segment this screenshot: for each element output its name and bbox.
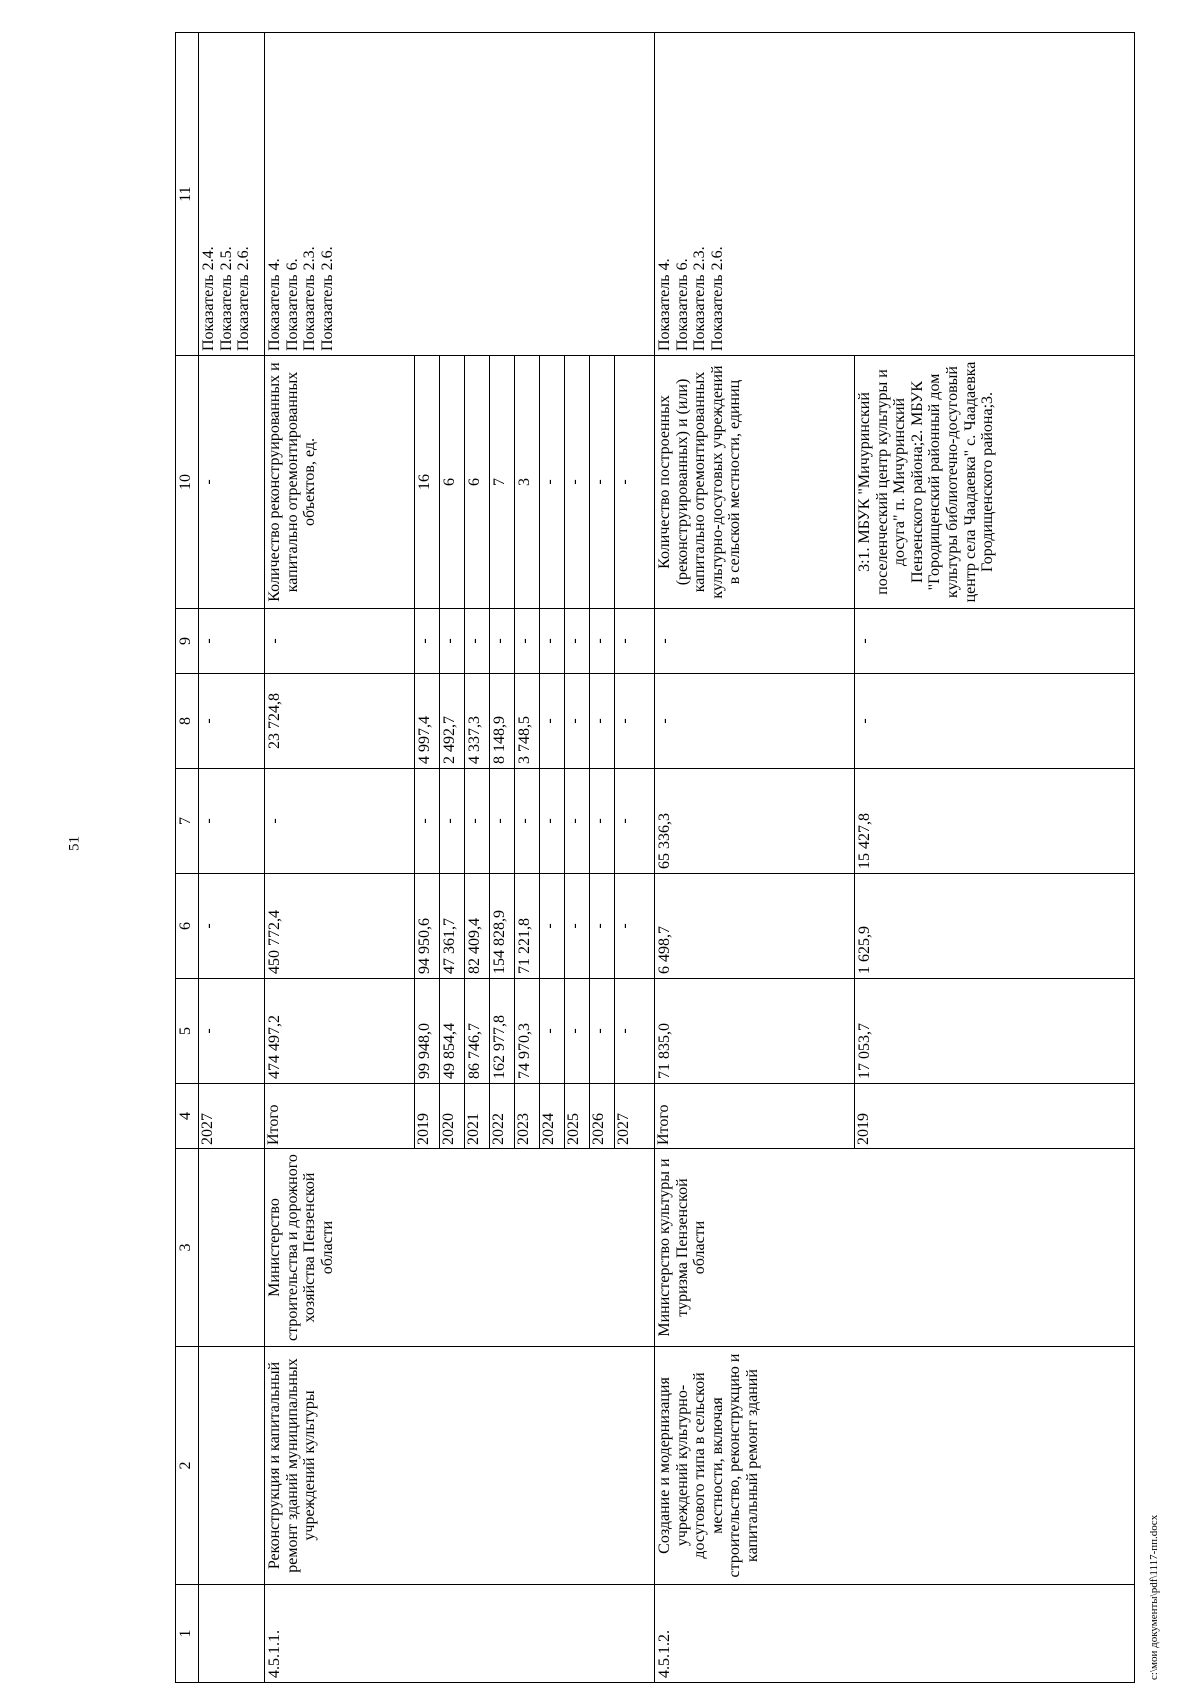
indicator-cell: Количество реконструированных и капитально отремонтированных объектов, ед.: [265, 356, 415, 609]
federal-cell: -: [540, 874, 565, 979]
local-cell: -: [540, 674, 565, 769]
total-cell: 17 053,7: [855, 979, 1135, 1084]
column-header: 8: [176, 674, 199, 769]
local-cell: -: [199, 674, 265, 769]
local-cell: -: [590, 674, 615, 769]
other-cell: -: [655, 609, 855, 674]
footer-path: c:\мои документы\pdf\1117-пп.docx: [1148, 1514, 1160, 1680]
local-cell: 23 724,8: [265, 674, 415, 769]
regional-cell: 65 336,3: [655, 769, 855, 874]
year-cell: 2024: [540, 1084, 565, 1149]
year-cell: 2027: [199, 1084, 265, 1149]
total-cell: -: [590, 979, 615, 1084]
column-header: 3: [176, 1149, 199, 1347]
other-cell: -: [540, 609, 565, 674]
other-cell: -: [265, 609, 415, 674]
total-cell: 162 977,8: [490, 979, 515, 1084]
regional-cell: -: [615, 769, 655, 874]
local-cell: -: [655, 674, 855, 769]
federal-cell: 450 772,4: [265, 874, 415, 979]
item-name: Создание и модернизация учреждений культурно-досугового типа в сельской местности, включая строительство, реконструкцию и капитальный ремонт зданий: [655, 1347, 1135, 1585]
total-cell: 474 497,2: [265, 979, 415, 1084]
indicator-cell: 16: [415, 356, 440, 609]
item-executor: Министерство культуры и туризма Пензенской области: [655, 1149, 1135, 1347]
year-cell: 2021: [465, 1084, 490, 1149]
federal-cell: 154 828,9: [490, 874, 515, 979]
indicator-cell: -: [540, 356, 565, 609]
indicator-cell: -: [615, 356, 655, 609]
regional-cell: -: [515, 769, 540, 874]
refs-cell: Показатель 2.4. Показатель 2.5. Показатель 2.6.: [199, 33, 265, 356]
refs-cell: Показатель 4. Показатель 6. Показатель 2.3. Показатель 2.6.: [655, 33, 1135, 356]
rotated-table-wrapper: [175, 33, 1135, 1683]
total-cell: -: [540, 979, 565, 1084]
indicator-cell: 6: [465, 356, 490, 609]
other-cell: -: [415, 609, 440, 674]
column-header: 11: [176, 33, 199, 356]
indicator-cell: -: [565, 356, 590, 609]
other-cell: -: [615, 609, 655, 674]
other-cell: -: [515, 609, 540, 674]
federal-cell: -: [615, 874, 655, 979]
column-header: 4: [176, 1084, 199, 1149]
other-cell: -: [565, 609, 590, 674]
federal-cell: 1 625,9: [855, 874, 1135, 979]
federal-cell: -: [565, 874, 590, 979]
regional-cell: -: [415, 769, 440, 874]
indicator-cell: 3: [515, 356, 540, 609]
other-cell: -: [465, 609, 490, 674]
total-cell: 99 948,0: [415, 979, 440, 1084]
indicator-cell: Количество построенных (реконструированных) и (или) капитально отремонтированных культурно-досуговых учреждений в сельской местности, единиц: [655, 356, 855, 609]
item-executor: Министерство строительства и дорожного хозяйства Пензенской области: [265, 1149, 655, 1347]
year-cell: 2022: [490, 1084, 515, 1149]
indicator-cell: 3:1. МБУК "Мичуринский поселенческий центр культуры и досуга" п. Мичуринский Пензенского района;2. МБУК "Городищенский районный дом культуры библиотечно-досуговый центр села Чаадаевка" с. Чаадаевка Городищенского района;3.: [855, 356, 1135, 609]
column-header: 2: [176, 1347, 199, 1585]
page-number: 51: [66, 836, 83, 851]
local-cell: -: [565, 674, 590, 769]
column-header: 9: [176, 609, 199, 674]
other-cell: -: [855, 609, 1135, 674]
local-cell: 4 997,4: [415, 674, 440, 769]
regional-cell: -: [199, 769, 265, 874]
indicator-cell: -: [199, 356, 265, 609]
column-header: 6: [176, 874, 199, 979]
regional-cell: -: [490, 769, 515, 874]
regional-cell: -: [540, 769, 565, 874]
year-cell: 2020: [440, 1084, 465, 1149]
table-row: [265, 33, 415, 1683]
federal-cell: 94 950,6: [415, 874, 440, 979]
total-cell: -: [565, 979, 590, 1084]
federal-cell: -: [590, 874, 615, 979]
year-cell: 2023: [515, 1084, 540, 1149]
other-cell: -: [199, 609, 265, 674]
local-cell: 3 748,5: [515, 674, 540, 769]
federal-cell: 6 498,7: [655, 874, 855, 979]
regional-cell: -: [465, 769, 490, 874]
year-cell: Итого: [265, 1084, 415, 1149]
total-cell: 74 970,3: [515, 979, 540, 1084]
federal-cell: 71 221,8: [515, 874, 540, 979]
total-cell: 86 746,7: [465, 979, 490, 1084]
indicator-cell: 6: [440, 356, 465, 609]
year-cell: 2026: [590, 1084, 615, 1149]
total-cell: -: [615, 979, 655, 1084]
federal-cell: 82 409,4: [465, 874, 490, 979]
year-cell: 2019: [415, 1084, 440, 1149]
column-header: 7: [176, 769, 199, 874]
local-cell: -: [855, 674, 1135, 769]
regional-cell: -: [440, 769, 465, 874]
table-row: [655, 33, 855, 1683]
federal-cell: 47 361,7: [440, 874, 465, 979]
regional-cell: -: [565, 769, 590, 874]
regional-cell: -: [590, 769, 615, 874]
local-cell: 4 337,3: [465, 674, 490, 769]
column-header: 10: [176, 356, 199, 609]
total-cell: 71 835,0: [655, 979, 855, 1084]
refs-cell: Показатель 4. Показатель 6. Показатель 2.3. Показатель 2.6.: [265, 33, 655, 356]
regional-cell: -: [265, 769, 415, 874]
indicator-cell: -: [590, 356, 615, 609]
column-number-row: [176, 33, 199, 1683]
table-row: [199, 33, 265, 1683]
year-cell: Итого: [655, 1084, 855, 1149]
total-cell: 49 854,4: [440, 979, 465, 1084]
other-cell: -: [490, 609, 515, 674]
year-cell: 2025: [565, 1084, 590, 1149]
other-cell: -: [440, 609, 465, 674]
local-cell: 2 492,7: [440, 674, 465, 769]
column-header: 5: [176, 979, 199, 1084]
column-header: 1: [176, 1585, 199, 1683]
item-name: Реконструкция и капитальный ремонт зданий муниципальных учреждений культуры: [265, 1347, 655, 1585]
total-cell: -: [199, 979, 265, 1084]
budget-table: [175, 32, 1135, 1683]
year-cell: 2027: [615, 1084, 655, 1149]
local-cell: 8 148,9: [490, 674, 515, 769]
federal-cell: -: [199, 874, 265, 979]
local-cell: -: [615, 674, 655, 769]
other-cell: -: [590, 609, 615, 674]
indicator-cell: 7: [490, 356, 515, 609]
item-number: 4.5.1.2.: [655, 1585, 1135, 1683]
year-cell: 2019: [855, 1084, 1135, 1149]
regional-cell: 15 427,8: [855, 769, 1135, 874]
item-number: 4.5.1.1.: [265, 1585, 655, 1683]
